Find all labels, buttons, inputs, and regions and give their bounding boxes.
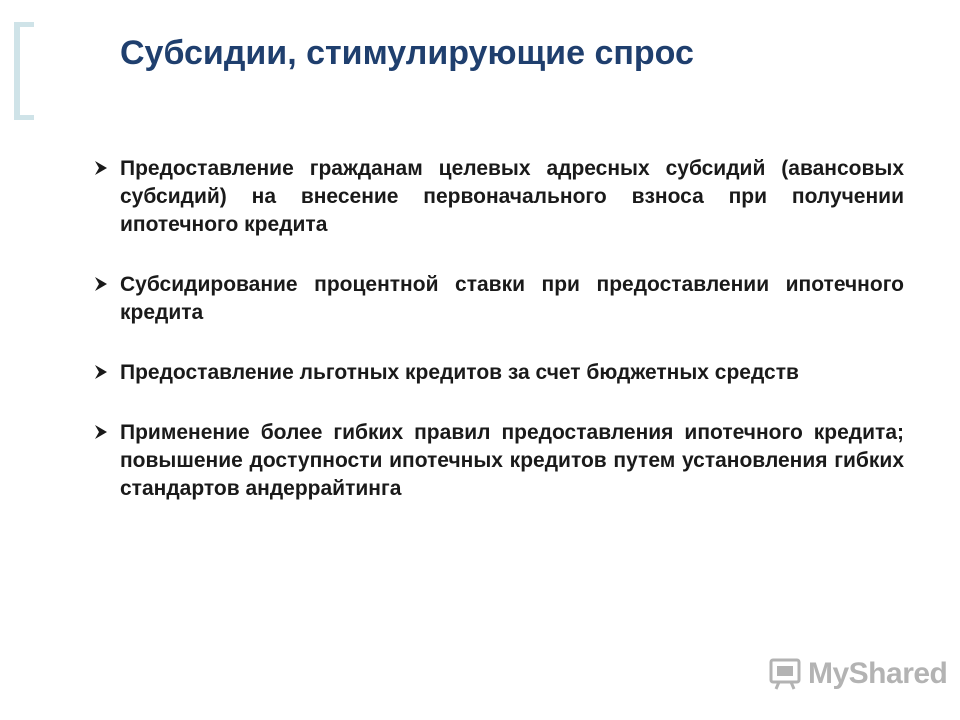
arrowhead-bullet-icon: [82, 419, 120, 441]
arrowhead-bullet-icon: [82, 155, 120, 177]
arrowhead-bullet-icon: [82, 359, 120, 381]
bullet-text: Применение более гибких правил предоставления ипотечного кредита; повышение доступности ипотечных кредитов путем установления гибких стандартов андеррайтинга: [120, 421, 904, 500]
list-item: [82, 271, 904, 327]
myshared-logo-icon: [768, 656, 804, 692]
list-item: [82, 155, 904, 239]
bullet-text: Субсидирование процентной ставки при предоставлении ипотечного кредита: [120, 273, 904, 324]
myshared-logo: [768, 656, 947, 692]
bullet-list: [82, 155, 904, 535]
list-item: [82, 359, 904, 387]
bullet-text: Предоставление льготных кредитов за счет бюджетных средств: [120, 361, 799, 384]
bullet-text: Предоставление гражданам целевых адресных субсидий (авансовых субсидий) на внесение первоначального взноса при получении ипотечного кредита: [120, 157, 904, 236]
page-title: Субсидии, стимулирующие спрос: [120, 34, 694, 72]
bracket-decoration: [14, 22, 36, 120]
arrowhead-bullet-icon: [82, 271, 120, 293]
list-item: [82, 419, 904, 503]
logo-text: MyShared: [808, 657, 948, 690]
